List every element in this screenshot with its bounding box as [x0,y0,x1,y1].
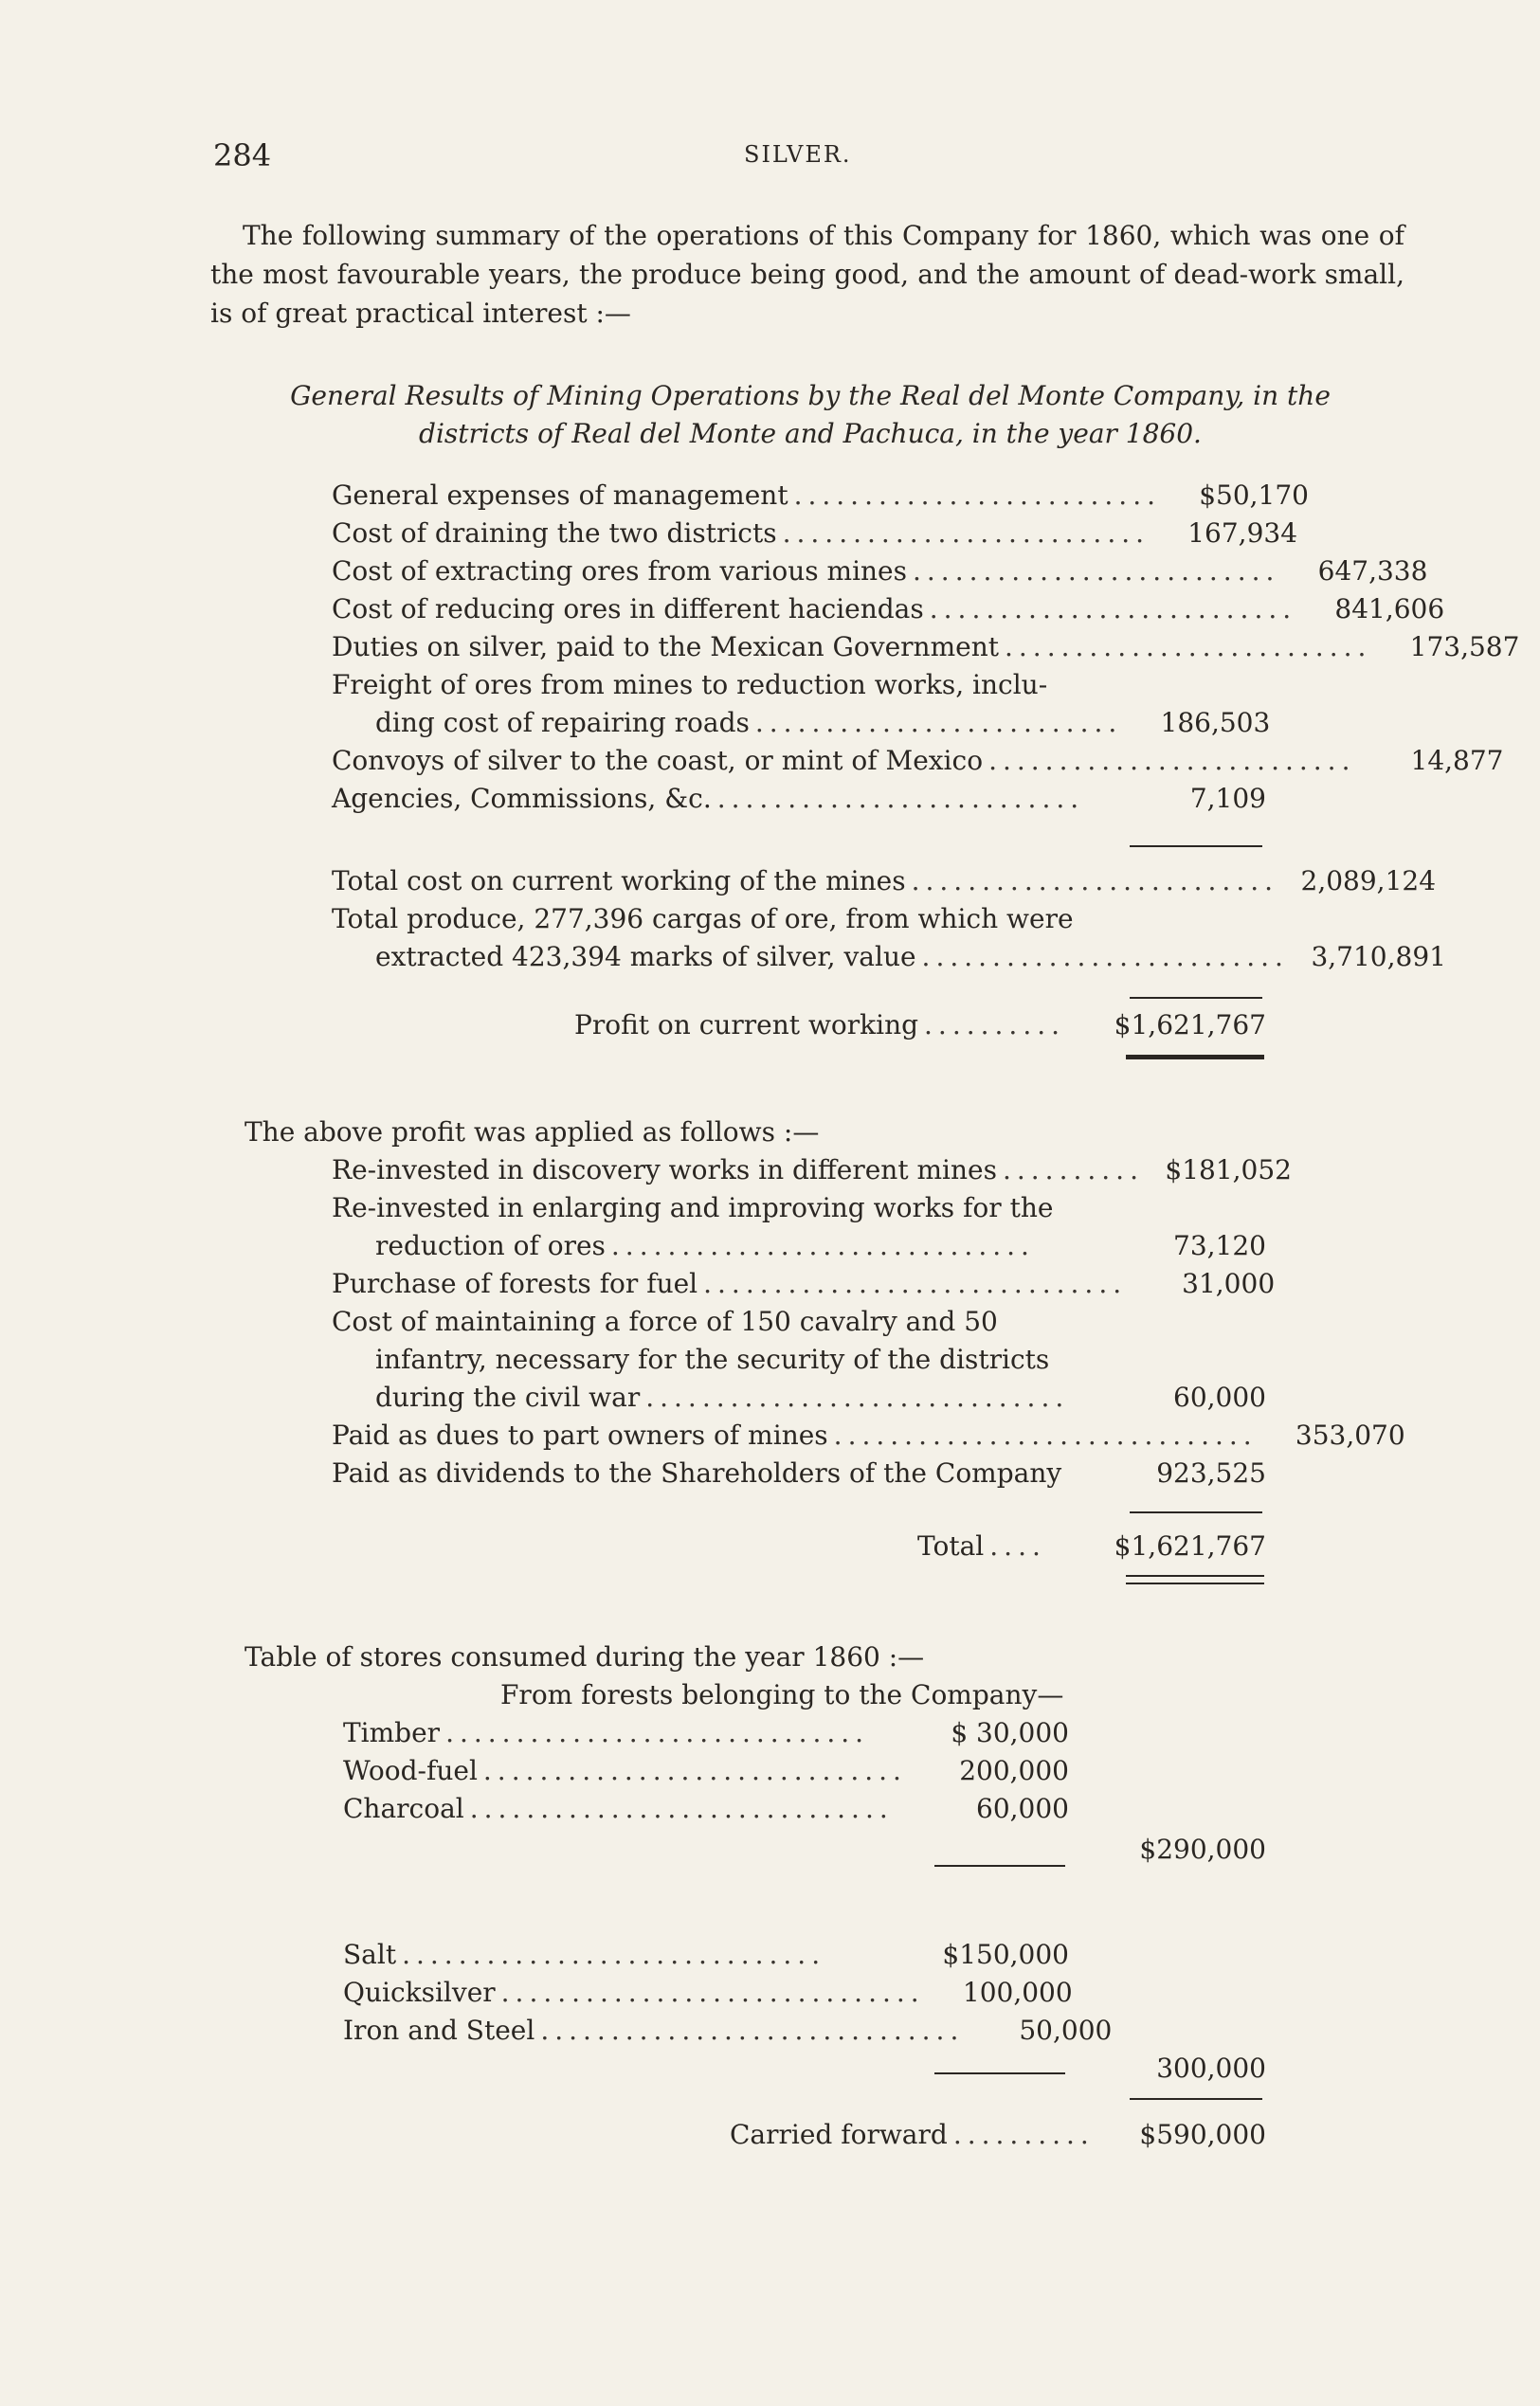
leader-dots: .......... [924,1009,1066,1040]
leader-dots: .............................. [645,1382,1070,1413]
application-row: Re-invested in discovery works in different mines .......... $181,052 [332,1151,1266,1189]
results-row: Cost of extracting ores from various mines .......................... 647,338 [332,552,1266,590]
profit-row: Profit on current working .......... $1,621,767 [574,1006,1266,1044]
application-row: during the civil war .............................. 60,000 [375,1379,1266,1417]
title-line-1: General Results of Mining Operations by the Real del Monte Company, in the [290,380,1331,411]
profit-application-heading: The above profit was applied as follows :— [245,1116,820,1148]
leader-dots: .............................. [445,1717,870,1748]
total-produce-row: Total produce, 277,396 cargas of ore, from which were [332,903,1074,934]
results-row: Agencies, Commissions, &c. .......................... 7,109 [332,780,1266,818]
page-number: 284 [213,137,272,173]
stores-heading: Table of stores consumed during the year 1860 :— [245,1641,925,1673]
running-head: SILVER. [744,141,852,168]
sum-rule [1130,997,1262,999]
subtotal-rule [934,2072,1065,2074]
leader-dots: .............................. [402,1939,826,1970]
sum-rule [1130,1511,1262,1513]
application-row: Paid as dues to part owners of mines .............................. 353,070 [332,1417,1266,1455]
total-produce-row-continued: extracted 423,394 marks of silver, value .......................... 3,710,891 [375,938,1266,976]
application-total-row: Total .... $1,621,767 [917,1528,1266,1565]
leader-dots: .............................. [469,1793,894,1824]
leader-dots: .......................... [913,555,1280,587]
leader-dots: .......................... [929,593,1297,624]
leader-dots: .......................... [782,517,1150,549]
subtotal-rule [934,1865,1065,1867]
group2-total: 300,000 [1156,2053,1266,2084]
results-row: General expenses of management .......................... $50,170 [332,477,1266,515]
leader-dots: .......................... [921,941,1289,972]
results-row: Cost of reducing ores in different haciendas .......................... 841,606 [332,590,1266,628]
results-row-continued: Freight of ores from mines to reduction works, inclu- [332,669,1048,700]
leader-dots: .............................. [500,1977,925,2008]
application-row-continued: infantry, necessary for the security of the districts [375,1344,1050,1375]
store-row: Charcoal .............................. 60,000 [343,1790,1069,1828]
application-row: reduction of ores .............................. 73,120 [375,1227,1266,1265]
results-row: ding cost of repairing roads .......................... 186,503 [375,704,1266,742]
group1-total: $290,000 [1139,1834,1266,1865]
application-row-continued: Cost of maintaining a force of 150 cavalry and 50 [332,1306,998,1337]
intro-paragraph: The following summary of the operations of this Company for 1860, which was one of the most favourable years, the produce being good, and the amount of dead-work small, is of great practical interest :— [210,220,1404,329]
store-row: Salt .............................. $150,000 [343,1936,1069,1974]
title-line-2: districts of Real del Monte and Pachuca, in the year 1860. [419,418,1202,449]
page-header [213,137,1350,175]
results-row: Convoys of silver to the coast, or mint of Mexico .......................... 14,877 [332,742,1266,780]
leader-dots: .......... [1002,1154,1144,1185]
leader-dots: .............................. [610,1230,1035,1261]
application-row-continued: Re-invested in enlarging and improving works for the [332,1192,1054,1223]
leader-dots: .............................. [540,2015,965,2046]
sum-rule [1130,845,1262,847]
double-rule [1126,1055,1264,1059]
store-row: Timber .............................. $ 30,000 [343,1714,1069,1752]
double-rule-top [1126,1575,1264,1577]
total-cost-row: Total cost on current working of the mines .......................... 2,089,124 [332,862,1266,900]
leader-dots: .......... [952,2119,1095,2150]
leader-dots: .............................. [833,1420,1258,1451]
results-row: Duties on silver, paid to the Mexican Government .......................... 173,587 [332,628,1266,666]
results-table-title [227,377,1393,453]
carried-forward-row: Carried forward .......... $590,000 [730,2116,1266,2154]
store-row: Quicksilver .............................. 100,000 [343,1974,1069,2012]
sum-rule [1130,2098,1262,2100]
leader-dots: .............................. [703,1268,1128,1299]
leader-dots: .... [989,1530,1046,1562]
application-row: Purchase of forests for fuel .............................. 31,000 [332,1265,1266,1303]
results-row: Cost of draining the two districts .......................... 167,934 [332,515,1266,552]
leader-dots: .......................... [988,745,1356,776]
leader-dots: .............................. [482,1755,907,1786]
leader-dots: .......................... [793,479,1161,511]
store-row: Iron and Steel .............................. 50,000 [343,2012,1069,2050]
leader-dots: .......................... [716,783,1085,814]
stores-subheading: From forests belonging to the Company— [500,1679,1064,1710]
application-row: Paid as dividends to the Shareholders of the Company 923,525 [332,1457,1266,1489]
store-row: Wood-fuel .............................. 200,000 [343,1752,1069,1790]
double-rule-bottom [1126,1583,1264,1584]
leader-dots: .......................... [754,707,1123,738]
leader-dots: .......................... [1005,631,1372,662]
leader-dots: .......................... [911,865,1279,896]
